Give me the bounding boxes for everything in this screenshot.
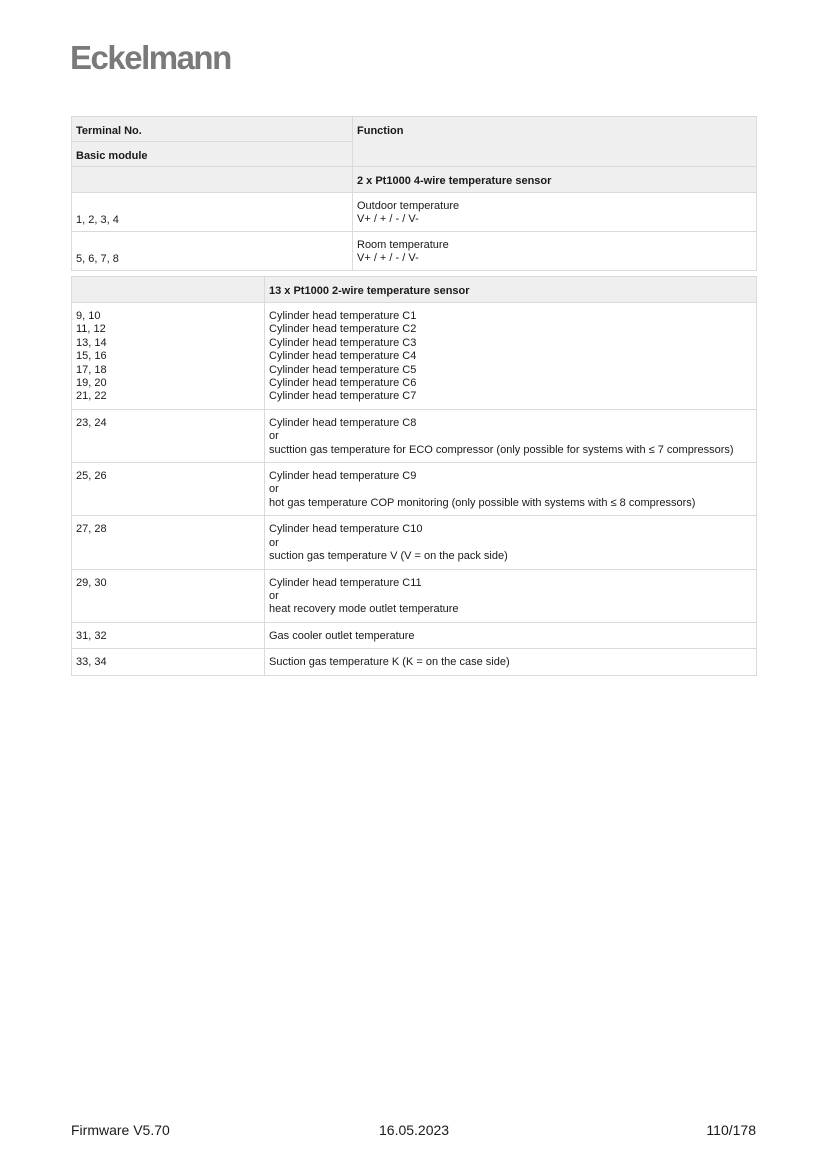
col-header-terminal: Terminal No. (72, 117, 353, 142)
section-heading: 2 x Pt1000 4-wire temperature sensor (353, 167, 757, 193)
function-line: Cylinder head temperature C6 (269, 377, 417, 390)
section-heading: 13 x Pt1000 2-wire temperature sensor (265, 277, 757, 303)
table-row (72, 409, 757, 462)
terminal-line: 33, 34 (76, 656, 107, 669)
function-line: Cylinder head temperature C7 (269, 390, 417, 403)
function-cell (265, 303, 757, 410)
function-line: Cylinder head temperature C5 (269, 363, 417, 376)
terminal-cell (72, 409, 265, 462)
function-cell (353, 232, 757, 271)
table-body (72, 303, 757, 676)
function-line: heat recovery mode outlet temperature (269, 603, 459, 616)
terminal-cell (72, 649, 265, 675)
table-row (72, 193, 757, 232)
terminal-cell (72, 569, 265, 622)
function-line: or (269, 430, 279, 443)
terminal-table-basic (71, 116, 757, 271)
function-cell (265, 409, 757, 462)
footer-firmware: Firmware V5.70 (71, 1122, 170, 1138)
function-line: Cylinder head temperature C4 (269, 350, 417, 363)
function-line: Cylinder head temperature C8 (269, 416, 417, 429)
function-line: or (269, 483, 279, 496)
table-row (72, 516, 757, 569)
function-line: V+ / + / - / V- (357, 213, 419, 226)
terminal-line: 17, 18 (76, 363, 107, 376)
terminal-table-2wire (71, 276, 757, 676)
function-cell (353, 193, 757, 232)
function-cell (265, 463, 757, 516)
terminal-line: 29, 30 (76, 576, 107, 589)
section-blank-cell (72, 277, 265, 303)
function-line: Outdoor temperature (357, 200, 460, 212)
table-row (72, 463, 757, 516)
col-header-function: Function (353, 117, 757, 167)
table-row (72, 649, 757, 675)
terminal-line: 23, 24 (76, 416, 107, 429)
terminal-line: 31, 32 (76, 629, 107, 642)
terminal-line: 13, 14 (76, 336, 107, 349)
function-line: hot gas temperature COP monitoring (only possible with systems with ≤ 8 compressors) (269, 496, 696, 509)
footer-date: 16.05.2023 (379, 1122, 450, 1138)
terminal-line: 11, 12 (76, 323, 106, 336)
section-blank-cell (72, 167, 353, 193)
function-line: Cylinder head temperature C10 (269, 523, 423, 536)
terminal-cell (72, 622, 265, 648)
function-line: sucttion gas temperature for ECO compressor (only possible for systems with ≤ 7 compressors) (269, 443, 734, 456)
terminal-line: 27, 28 (76, 523, 107, 536)
terminal-line: 21, 22 (76, 390, 107, 403)
function-line: Room temperature (357, 239, 449, 251)
function-line: Cylinder head temperature C9 (269, 470, 417, 483)
terminal-cell (72, 463, 265, 516)
function-line: suction gas temperature V (V = on the pack side) (269, 550, 508, 563)
terminal-cell: 1, 2, 3, 4 (72, 193, 353, 232)
basic-module-label: Basic module (72, 142, 353, 167)
function-line: Cylinder head temperature C11 (269, 576, 422, 589)
function-cell (265, 649, 757, 675)
function-line: or (269, 536, 279, 549)
terminal-cell: 5, 6, 7, 8 (72, 232, 353, 271)
function-line: Gas cooler outlet temperature (269, 629, 415, 642)
terminal-line: 25, 26 (76, 470, 107, 483)
function-line: Cylinder head temperature C2 (269, 323, 417, 336)
terminal-cell (72, 303, 265, 410)
eckelmann-logo: Eckelmann (70, 39, 231, 76)
function-cell (265, 622, 757, 648)
table-row (72, 303, 757, 410)
footer-page-number: 110/178 (706, 1122, 756, 1138)
table-row (72, 569, 757, 622)
function-line: Cylinder head temperature C1 (269, 310, 417, 322)
table-row (72, 232, 757, 271)
table-row (72, 622, 757, 648)
function-line: V+ / + / - / V- (357, 252, 419, 265)
function-line: or (269, 589, 279, 602)
function-line: Cylinder head temperature C3 (269, 336, 417, 349)
terminal-line: 9, 10 (76, 310, 101, 322)
terminal-line: 15, 16 (76, 350, 107, 363)
terminal-cell (72, 516, 265, 569)
function-cell (265, 516, 757, 569)
function-cell (265, 569, 757, 622)
terminal-line: 19, 20 (76, 377, 107, 390)
function-line: Suction gas temperature K (K = on the case side) (269, 656, 510, 669)
